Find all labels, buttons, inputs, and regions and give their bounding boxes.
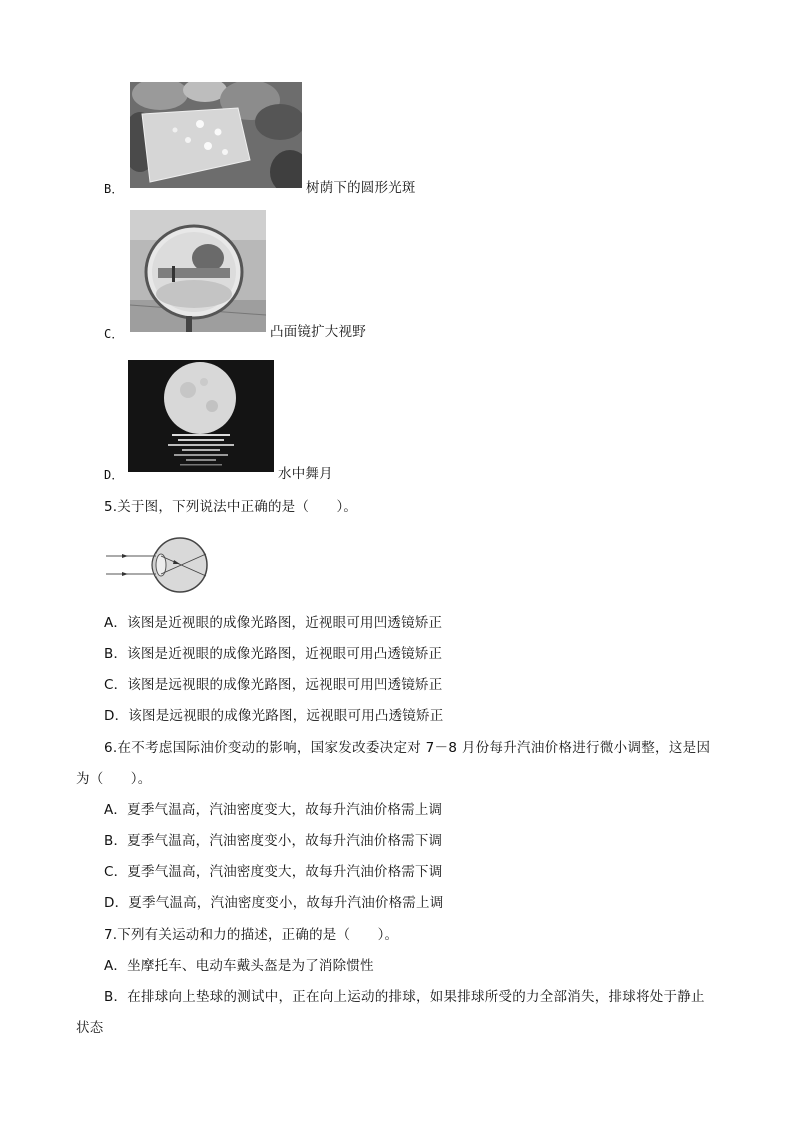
q4-option-c-caption: 凸面镜扩大视野 [270,324,366,340]
eye-lens-diagram [106,536,210,594]
q5-option-a: A．该图是近视眼的成像光路图，近视眼可用凹透镜矫正 [104,615,443,631]
q4-option-d-caption: 水中舞月 [278,466,333,482]
q5-option-d: D．该图是远视眼的成像光路图，远视眼可用凸透镜矫正 [104,708,444,724]
q5-option-b: B．该图是近视眼的成像光路图，近视眼可用凸透镜矫正 [104,646,443,662]
shadow-light-spots-photo [130,82,302,188]
q4-option-b-letter: B． [104,182,124,196]
q7-option-a: A．坐摩托车、电动车戴头盔是为了消除惯性 [104,958,374,974]
moon-reflection-photo [128,360,274,472]
q6-option-b: B．夏季气温高，汽油密度变小，故每升汽油价格需下调 [104,833,443,849]
convex-mirror-photo [130,210,266,332]
q5-option-c: C．该图是远视眼的成像光路图，远视眼可用凹透镜矫正 [104,677,443,693]
q6-option-c: C．夏季气温高，汽油密度变大，故每升汽油价格需下调 [104,864,443,880]
q6-option-d: D．夏季气温高，汽油密度变小，故每升汽油价格需上调 [104,895,444,911]
q4-option-b-caption: 树荫下的圆形光斑 [306,180,416,196]
q7-option-b-continuation: 状态 [76,1020,104,1036]
q6-option-a: A．夏季气温高，汽油密度变大，故每升汽油价格需上调 [104,802,443,818]
q7-option-b: B．在排球向上垫球的测试中，正在向上运动的排球，如果排球所受的力全部消失，排球将处于静止 [104,989,705,1005]
q6-stem-line2: 为（ ）。 [76,771,152,787]
q7-stem: 7.下列有关运动和力的描述，正确的是（ ）。 [104,927,399,943]
q6-stem-line1: 6.在不考虑国际油价变动的影响，国家发改委决定对 7－8 月份每升汽油价格进行微小调整，这是因 [104,740,711,756]
q5-stem: 5.关于图，下列说法中正确的是（ ）。 [104,499,358,515]
q4-option-d-letter: D． [104,468,124,482]
q4-option-c-letter: C． [104,327,124,341]
